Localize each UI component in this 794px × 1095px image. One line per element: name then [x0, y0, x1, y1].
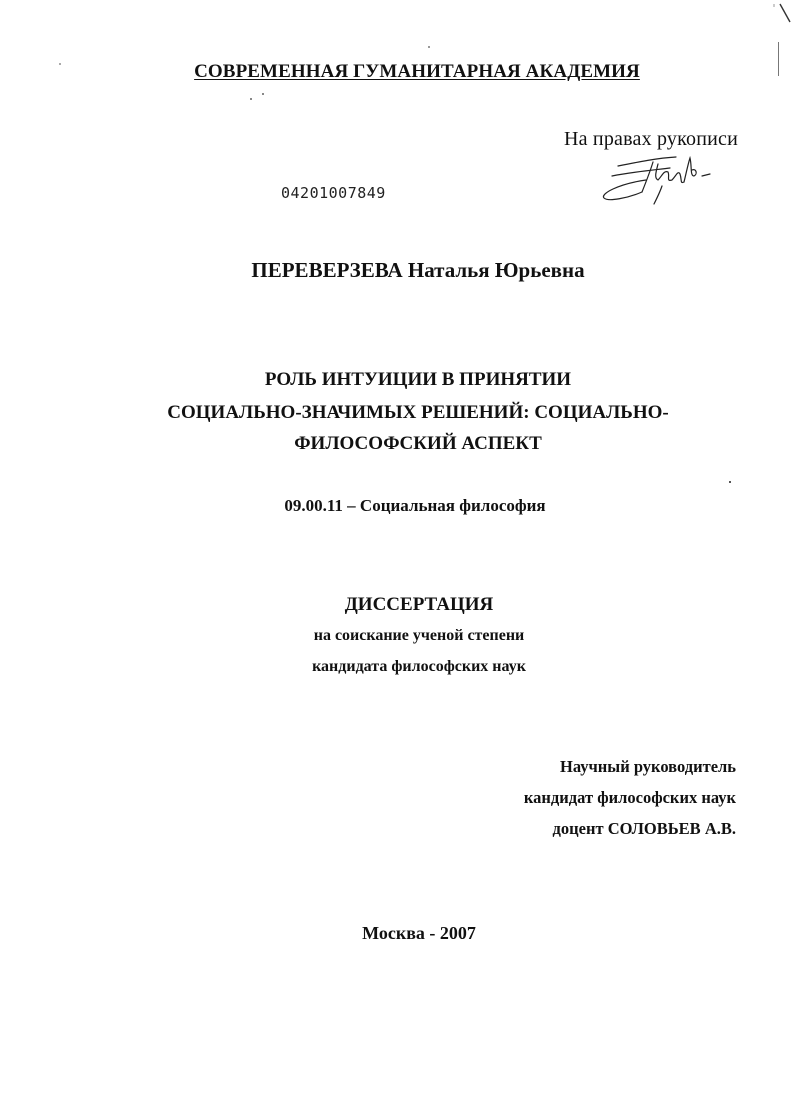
- catalog-number: 04201007849: [281, 184, 386, 202]
- scan-dot-mark: [262, 93, 264, 95]
- degree-line: на соискание ученой степени: [313, 627, 525, 644]
- dissertation-title-line: РОЛЬ ИНТУИЦИИ В ПРИНЯТИИ: [264, 369, 572, 390]
- scan-mark-icon: [770, 0, 794, 30]
- document-type: ДИССЕРТАЦИЯ: [344, 594, 494, 615]
- signature-icon: [598, 154, 718, 206]
- degree-line: кандидата философских наук: [312, 658, 526, 675]
- manuscript-note: На правах рукописи: [564, 128, 738, 150]
- supervisor-line: кандидат философских наук: [523, 788, 736, 807]
- supervisor-line: доцент СОЛОВЬЕВ А.В.: [552, 819, 736, 838]
- scan-dot-mark: [250, 98, 252, 100]
- supervisor-line: Научный руководитель: [560, 757, 736, 776]
- specialty-code: 09.00.11 – Социальная философия: [284, 496, 546, 515]
- place-year: Москва - 2007: [362, 923, 476, 943]
- author-name: ПЕРЕВЕРЗЕВА Наталья Юрьевна: [251, 258, 585, 282]
- dissertation-title-line: ФИЛОСОФСКИЙ АСПЕКТ: [294, 433, 542, 454]
- scan-dot-mark: [428, 46, 430, 48]
- institution-name: СОВРЕМЕННАЯ ГУМАНИТАРНАЯ АКАДЕМИЯ: [194, 61, 640, 82]
- scan-dot-mark: [729, 481, 731, 483]
- dissertation-title-line: СОЦИАЛЬНО-ЗНАЧИМЫХ РЕШЕНИЙ: СОЦИАЛЬНО-: [167, 402, 669, 423]
- scan-dot-mark: [59, 63, 61, 65]
- scan-line-mark: [778, 42, 779, 76]
